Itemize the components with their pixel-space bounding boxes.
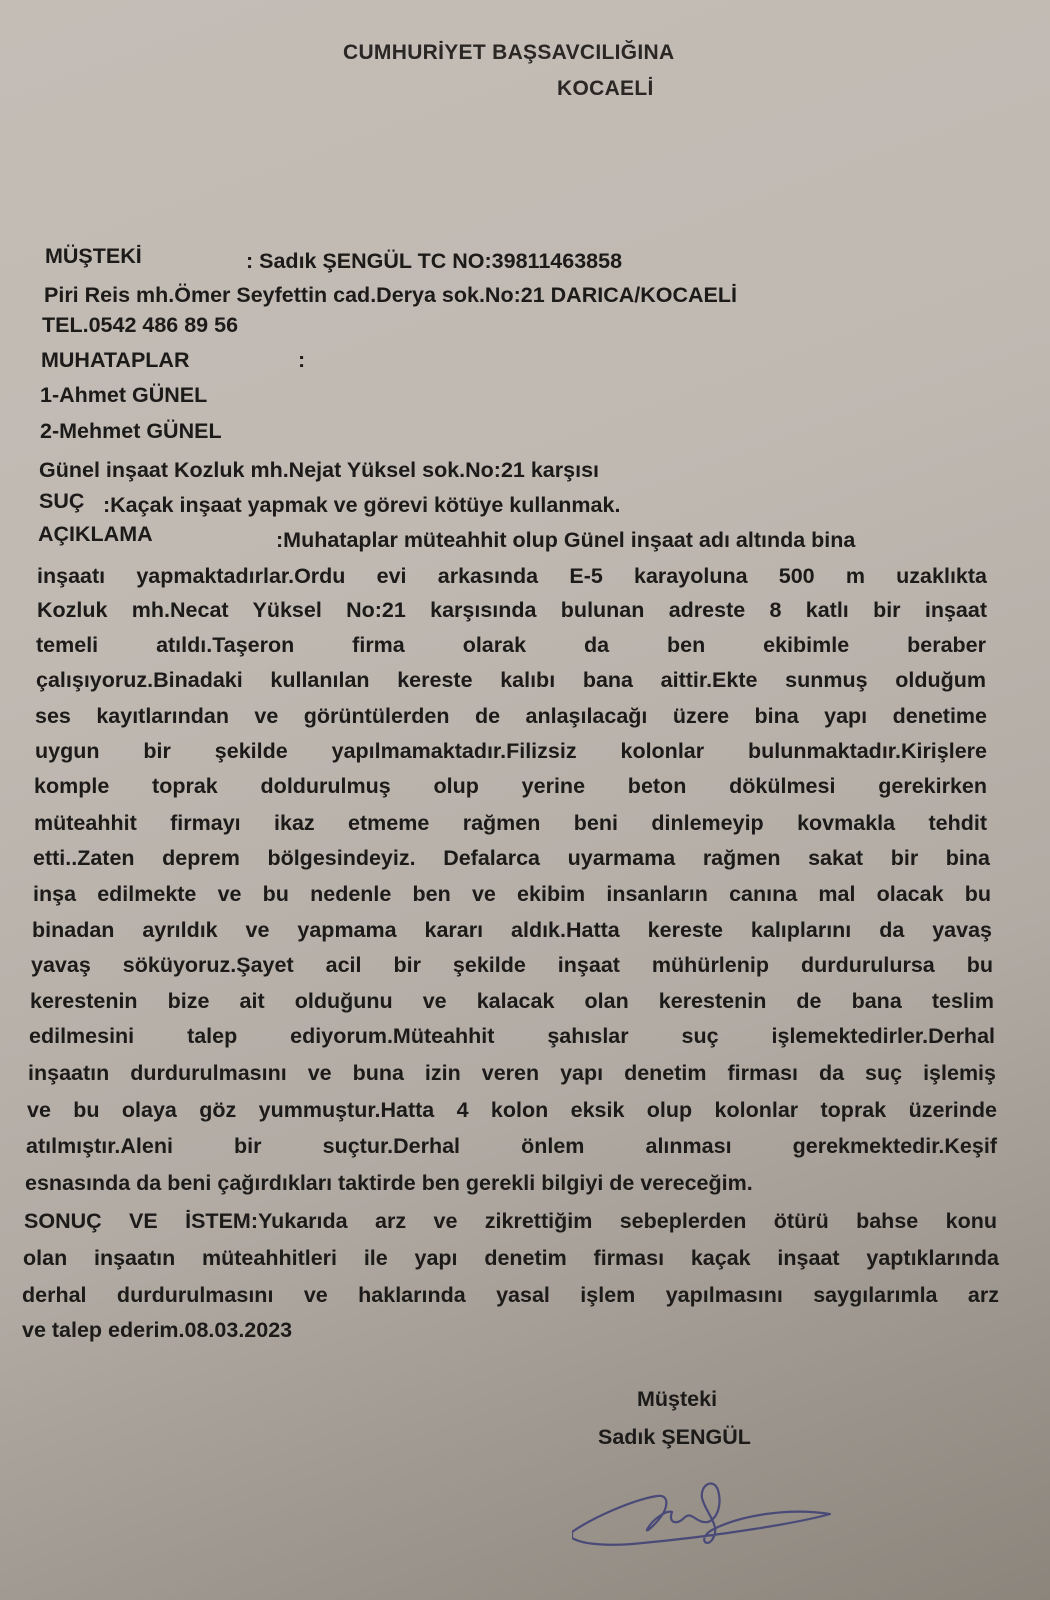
handwritten-signature-icon — [572, 1478, 832, 1558]
respondents-label: MUHATAPLAR — [41, 348, 190, 372]
explanation-line: :Muhataplar müteahhit olup Günel inşaat adı altında bina — [276, 528, 856, 552]
signature-role: Müşteki — [637, 1387, 718, 1411]
explanation-label: AÇIKLAMA — [38, 522, 153, 546]
explanation-line: yavaş söküyoruz.Şayet acil bir şekilde inşaat mühürlenip durdurulursa bu — [31, 953, 993, 977]
respondent-1: 1-Ahmet GÜNEL — [40, 383, 208, 407]
explanation-line: müteahhit firmayı ikaz etmeme rağmen beni dinlemeyip kovmakla tehdit — [34, 811, 987, 835]
explanation-line: esnasında da beni çağırdıkları taktirde ben gerekli bilgiyi de vereceğim. — [25, 1171, 753, 1195]
explanation-line: ses kayıtlarından ve görüntülerden de anlaşılacağı üzere bina yapı denetime — [35, 704, 987, 728]
conclusion-line: olan inşaatın müteahhitleri ile yapı denetim firması kaçak inşaat yaptıklarında — [23, 1246, 999, 1270]
addressee-city: KOCAELİ — [557, 77, 654, 100]
respondents-address: Günel inşaat Kozluk mh.Nejat Yüksel sok.No:21 karşısı — [39, 458, 599, 482]
explanation-line: edilmesini talep ediyorum.Müteahhit şahıslar suç işlemektedirler.Derhal — [29, 1024, 995, 1048]
explanation-line: temeli atıldı.Taşeron firma olarak da ben ekibimle beraber — [36, 633, 986, 657]
explanation-line: inşaatı yapmaktadırlar.Ordu evi arkasında E-5 karayoluna 500 m uzaklıkta — [37, 564, 987, 588]
conclusion-label: SONUÇ VE İSTEM: — [24, 1209, 258, 1233]
crime-label: SUÇ — [39, 489, 85, 513]
crime-value: :Kaçak inşaat yapmak ve görevi kötüye kullanmak. — [103, 493, 621, 517]
signature-name: Sadık ŞENGÜL — [598, 1425, 751, 1449]
complainant-label: MÜŞTEKİ — [45, 244, 142, 268]
respondents-colon: : — [298, 348, 306, 372]
complainant-value: : Sadık ŞENGÜL TC NO:39811463858 — [246, 249, 623, 273]
respondent-2: 2-Mehmet GÜNEL — [40, 419, 222, 443]
conclusion-line: derhal durdurulmasını ve haklarında yasal işlem yapılmasını saygılarımla arz — [22, 1283, 999, 1307]
explanation-line: kerestenin bize ait olduğunu ve kalacak olan kerestenin de bana teslim — [30, 989, 994, 1013]
complainant-address: Piri Reis mh.Ömer Seyfettin cad.Derya sok.No:21 DARICA/KOCAELİ — [44, 283, 737, 307]
explanation-line: Kozluk mh.Necat Yüksel No:21 karşısında bulunan adreste 8 katlı bir inşaat — [37, 598, 987, 622]
explanation-line: atılmıştır.Aleni bir suçtur.Derhal önlem alınması gerekmektedir.Keşif — [26, 1134, 997, 1158]
explanation-line: çalışıyoruz.Binadaki kullanılan kereste kalıbı bana aittir.Ekte sunmuş olduğum — [36, 668, 986, 692]
explanation-line: binadan ayrıldık ve yapmama kararı aldık.Hatta kereste kalıplarını da yavaş — [32, 918, 992, 942]
explanation-line: inşa edilmekte ve bu nedenle ben ve ekibim insanların canına mal olacak bu — [33, 882, 991, 906]
conclusion-line: Yukarıda arz ve zikrettiğim sebeplerden ötürü bahse konu — [257, 1209, 997, 1233]
explanation-line: ve bu olaya göz yummuştur.Hatta 4 kolon eksik olup kolonlar toprak üzerinde — [27, 1098, 997, 1122]
explanation-line: uygun bir şekilde yapılmamaktadır.Filizsiz kolonlar bulunmaktadır.Kirişlere — [35, 739, 987, 763]
addressee-title: CUMHURİYET BAŞSAVCILIĞINA — [343, 41, 675, 64]
conclusion-first-line — [24, 1209, 997, 1234]
explanation-line: inşaatın durdurulmasını ve buna izin veren yapı denetim firması da suç işlemiş — [28, 1061, 996, 1085]
conclusion-line: ve talep ederim.08.03.2023 — [22, 1318, 293, 1342]
complainant-phone: TEL.0542 486 89 56 — [42, 313, 239, 337]
explanation-line: etti..Zaten deprem bölgesindeyiz. Defalarca uyarmama rağmen sakat bir bina — [33, 846, 990, 870]
explanation-line: komple toprak doldurulmuş olup yerine beton dökülmesi gerekirken — [34, 774, 987, 798]
